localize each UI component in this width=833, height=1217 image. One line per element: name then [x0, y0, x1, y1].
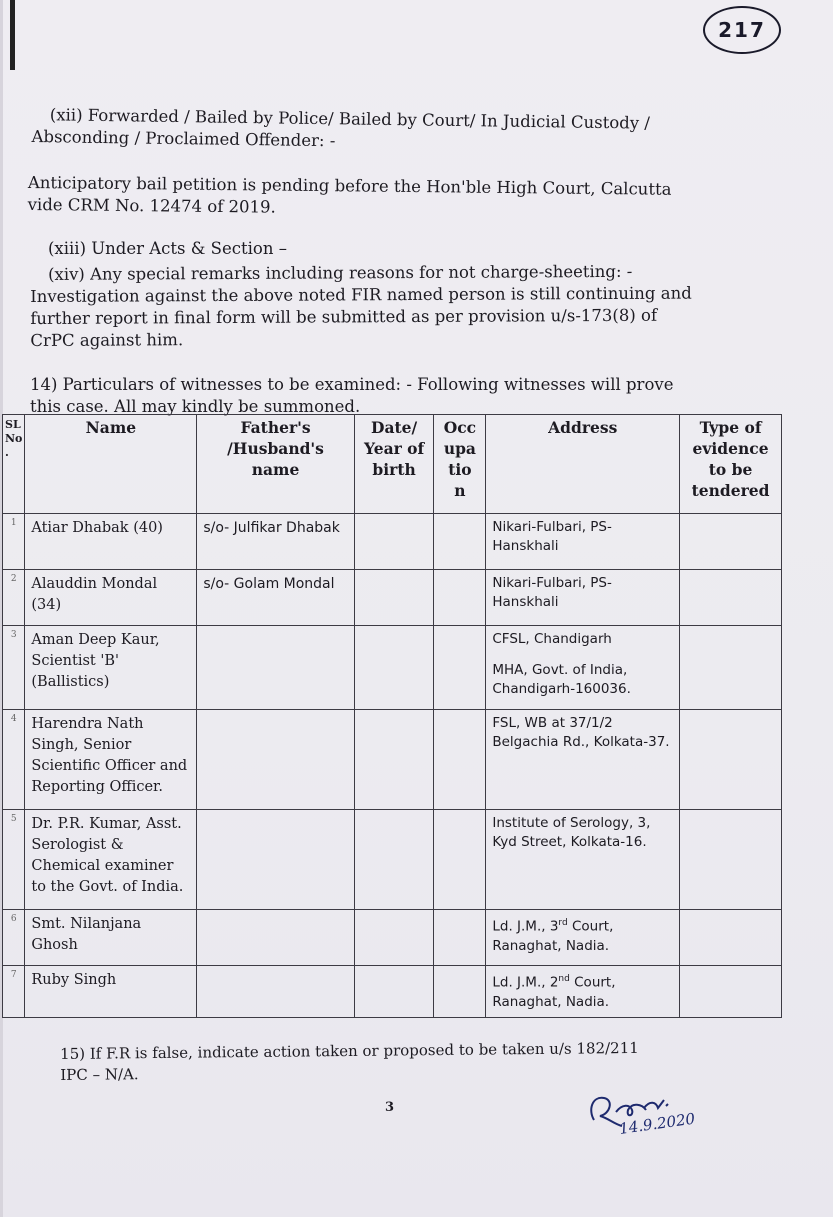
row-occupation	[434, 626, 486, 710]
row-name: Ruby Singh	[25, 966, 197, 1018]
row-address: Nikari-Fulbari, PS-Hanskhali	[486, 514, 680, 570]
header-occupation: Occ upa tio n	[434, 415, 486, 514]
table-row	[3, 514, 782, 570]
row-address-sup: rd	[558, 918, 568, 928]
item-xii-line2: Absconding / Proclaimed Offender: -	[31, 126, 336, 151]
row-address-pre: Ld. J.M., 2	[492, 974, 559, 991]
table-row	[3, 626, 782, 710]
item-15-line1: 15) If F.R is false, indicate action taken or proposed to be taken u/s 182/211	[60, 1038, 639, 1063]
row-evidence	[680, 910, 782, 966]
row-father	[197, 910, 354, 966]
table-row	[3, 966, 782, 1018]
item-14-line2: this case. All may kindly be summoned.	[30, 397, 361, 416]
row-sl: 3	[3, 626, 25, 710]
row-father: s/o- Julfikar Dhabak	[197, 514, 354, 570]
row-address	[486, 966, 680, 1018]
row-name: Atiar Dhabak (40)	[25, 514, 197, 570]
row-occupation	[434, 514, 486, 570]
handwritten-signature	[586, 1090, 736, 1138]
row-name: Alauddin Mondal (34)	[25, 570, 197, 626]
witness-table	[2, 414, 782, 1018]
item-14-line1: 14) Particulars of witnesses to be examined: - Following witnesses will prove	[30, 375, 674, 394]
item-xiv-line1: (xiv) Any special remarks including reasons for not charge-sheeting: -	[48, 261, 633, 284]
row-dob	[354, 810, 434, 910]
table-header-row	[3, 415, 782, 514]
row-evidence	[680, 514, 782, 570]
row-evidence	[680, 810, 782, 910]
row-evidence	[680, 570, 782, 626]
row-father: s/o- Golam Mondal	[197, 570, 354, 626]
row-evidence	[680, 626, 782, 710]
row-dob	[354, 910, 434, 966]
binding-mark	[10, 0, 15, 70]
row-address-line2: MHA, Govt. of India, Chandigarh-160036.	[492, 662, 631, 697]
row-dob	[354, 710, 434, 810]
row-address: FSL, WB at 37/1/2 Belgachia Rd., Kolkata-37.	[486, 710, 680, 810]
item-xiv-line2: Investigation against the above noted FIR named person is still continuing and	[30, 283, 692, 306]
row-dob	[354, 514, 434, 570]
row-address-sup: nd	[558, 974, 570, 984]
item-xiv-line3: further report in final form will be submitted as per provision u/s-173(8) of	[30, 305, 658, 328]
row-address-post: Court, Ranaghat, Nadia.	[492, 974, 616, 1010]
row-occupation	[434, 570, 486, 626]
row-name: Smt. Nilanjana Ghosh	[25, 910, 197, 966]
row-occupation	[434, 910, 486, 966]
item-xiii: (xiii) Under Acts & Section –	[48, 239, 287, 258]
row-father	[197, 810, 354, 910]
row-sl: 6	[3, 910, 25, 966]
signature-date: 14.9.2020	[618, 1109, 697, 1138]
row-sl: 2	[3, 570, 25, 626]
row-dob	[354, 966, 434, 1018]
row-sl: 5	[3, 810, 25, 910]
row-address-pre: Ld. J.M., 3	[492, 918, 559, 935]
row-address-line1: CFSL, Chandigarh	[492, 631, 612, 647]
row-father	[197, 626, 354, 710]
header-sl: SL No .	[3, 415, 25, 514]
row-sl: 1	[3, 514, 25, 570]
item-15-line2: IPC – N/A.	[60, 1065, 139, 1084]
item-14	[30, 374, 730, 418]
row-occupation	[434, 966, 486, 1018]
bail-line1: Anticipatory bail petition is pending before the Hon'ble High Court, Calcutta	[27, 172, 672, 199]
header-evidence: Type of evidence to be tendered	[680, 415, 782, 514]
row-name: Aman Deep Kaur, Scientist 'B' (Ballistics)	[25, 626, 197, 710]
row-evidence	[680, 966, 782, 1018]
table-row	[3, 810, 782, 910]
bail-line2: vide CRM No. 12474 of 2019.	[27, 194, 276, 217]
row-name: Harendra Nath Singh, Senior Scientific Officer and Reporting Officer.	[25, 710, 197, 810]
table-row	[3, 570, 782, 626]
row-sl: 4	[3, 710, 25, 810]
row-address	[486, 910, 680, 966]
row-occupation	[434, 710, 486, 810]
item-xiv	[30, 260, 730, 352]
row-dob	[354, 570, 434, 626]
bail-note	[28, 172, 728, 223]
row-father	[197, 966, 354, 1018]
row-address: Institute of Serology, 3, Kyd Street, Kolkata-16.	[486, 810, 680, 910]
row-sl: 7	[3, 966, 25, 1018]
row-dob	[354, 626, 434, 710]
item-xii	[31, 104, 732, 158]
header-address: Address	[486, 415, 680, 514]
page-number: 3	[385, 1100, 395, 1115]
item-xiv-line4: CrPC against him.	[30, 330, 184, 350]
item-xii-line1: (xii) Forwarded / Bailed by Police/ Bailed by Court/ In Judicial Custody /	[49, 105, 651, 133]
row-address	[486, 626, 680, 710]
row-evidence	[680, 710, 782, 810]
item-15	[60, 1037, 720, 1086]
row-address: Nikari-Fulbari, PS-Hanskhali	[486, 570, 680, 626]
row-occupation	[434, 810, 486, 910]
table-row	[3, 710, 782, 810]
page-mark-circled: 217	[703, 6, 781, 54]
row-name: Dr. P.R. Kumar, Asst. Serologist & Chemical examiner to the Govt. of India.	[25, 810, 197, 910]
row-address-post: Court, Ranaghat, Nadia.	[492, 918, 614, 954]
header-name: Name	[25, 415, 197, 514]
table-row	[3, 910, 782, 966]
row-father	[197, 710, 354, 810]
header-dob: Date/ Year of birth	[354, 415, 434, 514]
header-father: Father's /Husband's name	[197, 415, 354, 514]
